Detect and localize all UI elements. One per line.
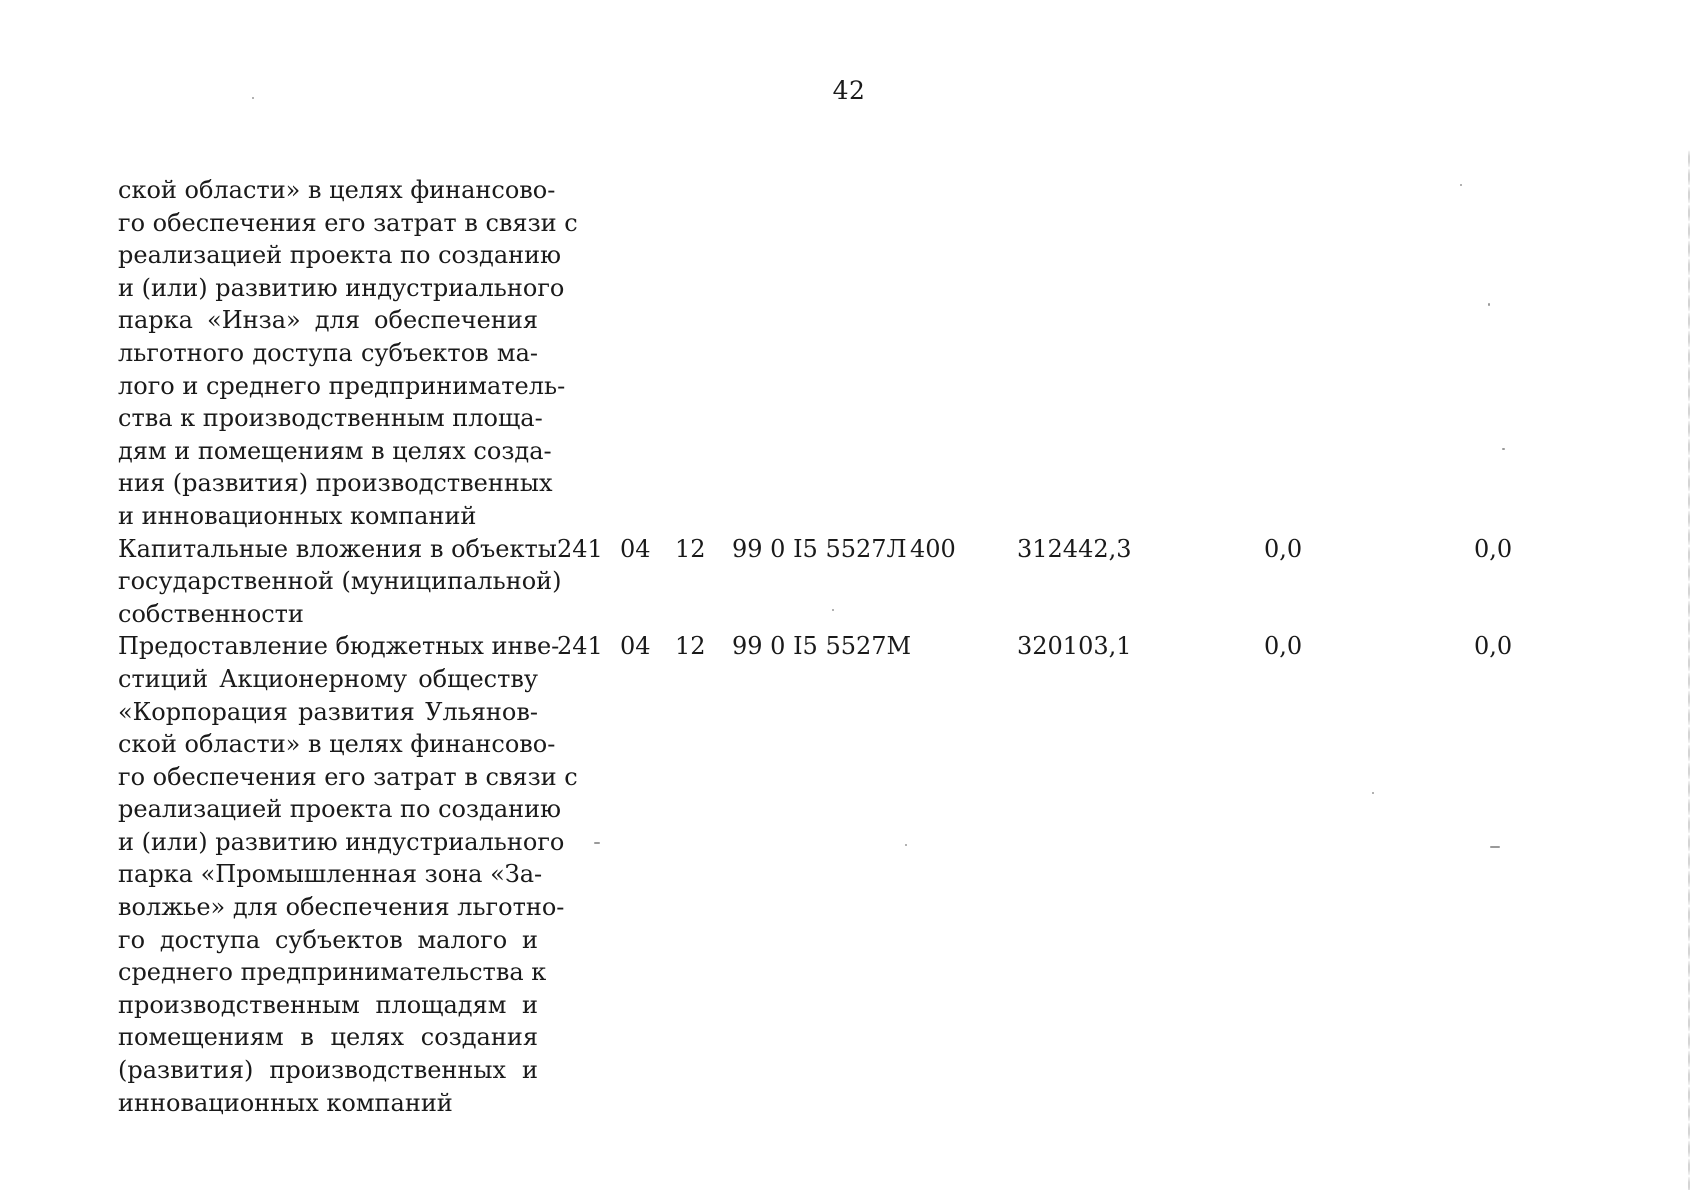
scan-speck	[832, 609, 834, 611]
scan-speck	[1488, 303, 1490, 306]
page-number: 42	[832, 76, 866, 105]
description-line: льготного доступа субъектов ма-	[118, 338, 538, 367]
description-line: реализацией проекта по созданию	[118, 795, 562, 824]
amount-year3-cell: 0,0	[1474, 632, 1513, 661]
scan-speck	[1372, 792, 1374, 794]
scan-edge-artifact	[1688, 150, 1690, 1190]
admin-code-cell: 241	[557, 534, 603, 563]
subsection-code-cell: 12	[675, 632, 706, 661]
scan-speck	[1490, 846, 1500, 848]
amount-year2-cell: 0,0	[1264, 632, 1303, 661]
budget-table	[118, 174, 1578, 1119]
description-line: ской области» в целях финансово-	[118, 730, 556, 759]
description-line: (развития) производственных и	[118, 1056, 538, 1085]
description-line: и инновационных компаний	[118, 501, 477, 530]
description-line: волжье» для обеспечения льготно-	[118, 893, 565, 922]
amount-year2-cell: 0,0	[1264, 534, 1303, 563]
amount-year1-cell: 320103,1	[1017, 632, 1132, 661]
admin-code-cell: 241	[557, 632, 603, 661]
description-line: го обеспечения его затрат в связи с	[118, 762, 578, 791]
description-line: стиций Акционерному обществу	[118, 664, 538, 693]
description-line: ской области» в целях финансово-	[118, 176, 556, 204]
description-line: собственности	[118, 599, 304, 628]
target-article-cell: 99 0 I5 5527М	[732, 632, 912, 661]
description-line: лого и среднего предприниматель-	[118, 371, 566, 400]
description-line: производственным площадям и	[118, 990, 538, 1019]
table-row	[118, 174, 1578, 533]
description-line: го доступа субъектов малого и	[118, 925, 538, 954]
description-line: Капитальные вложения в объекты	[118, 534, 557, 563]
amount-year3-cell: 0,0	[1474, 534, 1513, 563]
description-line: государственной (муниципальной)	[118, 567, 562, 596]
target-article-cell: 99 0 I5 5527Л	[732, 534, 907, 563]
description-line: инновационных компаний	[118, 1088, 453, 1117]
scan-speck	[252, 97, 254, 99]
scan-speck	[594, 842, 600, 844]
description-line: «Корпорация развития Ульянов-	[118, 697, 538, 726]
description-line: ния (развития) производственных	[118, 469, 553, 498]
subsection-code-cell: 12	[675, 534, 706, 563]
scan-speck	[1502, 448, 1505, 450]
description-line: и (или) развитию индустриального	[118, 827, 565, 856]
description-line: помещениям в целях создания	[118, 1023, 538, 1052]
amount-year1-cell: 312442,3	[1017, 534, 1132, 563]
scan-speck	[905, 844, 907, 846]
description-line: реализацией проекта по созданию	[118, 241, 562, 270]
scan-speck	[1460, 184, 1462, 186]
description-line: парка «Инза» для обеспечения	[118, 306, 538, 335]
expense-type-cell: 400	[910, 534, 956, 563]
table-row	[118, 630, 1578, 1119]
description-line: парка «Промышленная зона «За-	[118, 860, 543, 889]
row-description	[118, 533, 562, 631]
description-line: среднего предпринимательства к	[118, 958, 547, 987]
description-line: Предоставление бюджетных инве-	[118, 632, 560, 661]
description-line: го обеспечения его затрат в связи с	[118, 208, 578, 237]
description-line: ства к производственным площа-	[118, 404, 543, 433]
section-code-cell: 04	[620, 534, 651, 563]
scan-bottom-artifact	[40, 1186, 1660, 1188]
description-line: дям и помещениям в целях созда-	[118, 436, 552, 465]
row-description	[118, 174, 578, 533]
table-row	[118, 533, 1578, 631]
row-description	[118, 630, 578, 1119]
description-line: и (или) развитию индустриального	[118, 273, 565, 302]
section-code-cell: 04	[620, 632, 651, 661]
